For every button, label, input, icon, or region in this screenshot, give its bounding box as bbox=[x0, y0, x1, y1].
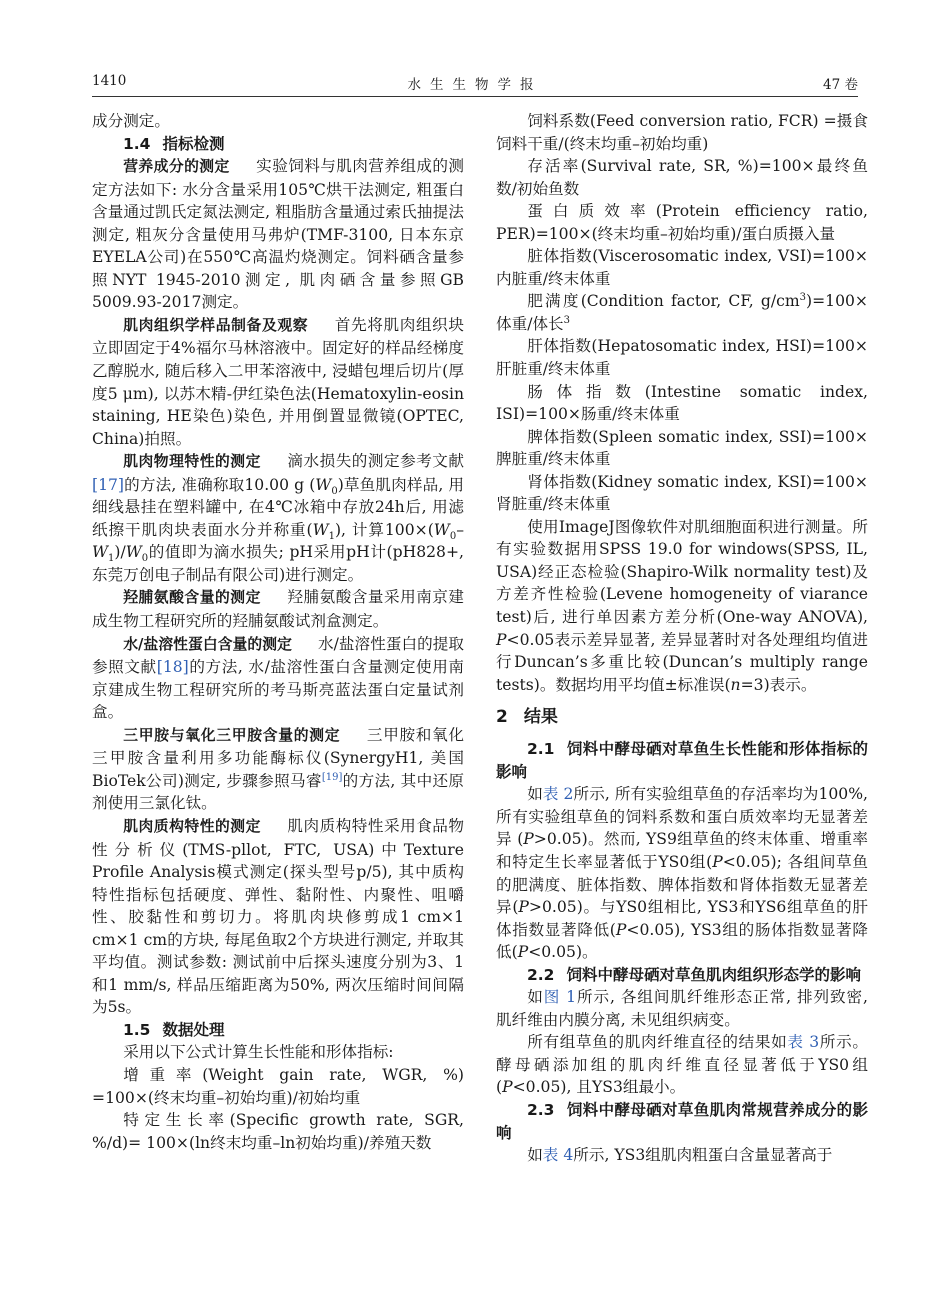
variable: W bbox=[312, 520, 329, 539]
section-title: 结果 bbox=[523, 707, 558, 728]
paragraph-results-fiber bbox=[496, 1031, 868, 1099]
formula-hsi: 肝体指数(Hepatosomatic index, HSI)=100×肝脏重/终末体重 bbox=[496, 337, 868, 379]
journal-title: 水生生物学报 bbox=[407, 77, 543, 93]
text: 的方法, 准确称取10.00 g ( bbox=[124, 475, 316, 494]
paragraph-hydroxyproline bbox=[92, 586, 464, 632]
text: )=100×体重/体长 bbox=[496, 292, 868, 333]
text: <0.05); 各组间草鱼的肥满度、脏体指数、脾体指数和肾体指数无显著差异( bbox=[496, 852, 868, 917]
subscript: 1 bbox=[328, 530, 335, 542]
superscript: 3 bbox=[563, 314, 571, 326]
text: 三甲胺和氧化三甲胺含量利用多功能酶标仪(SynergyH1, 美国BioTek公司)测定, 步骤参照马睿 bbox=[92, 725, 464, 790]
right-column bbox=[496, 110, 868, 1167]
superscript: 3 bbox=[799, 292, 807, 304]
section-heading-1-5 bbox=[92, 1019, 464, 1042]
subscript: 0 bbox=[449, 530, 457, 542]
text: 所示, YS3组肌肉粗蛋白含量显著高于 bbox=[573, 1146, 833, 1165]
left-column bbox=[92, 110, 464, 1154]
section-title: 数据处理 bbox=[162, 1020, 225, 1039]
text: – bbox=[456, 520, 464, 539]
paragraph-results-growth bbox=[496, 783, 868, 963]
text: 滴水损失的测定参考文献 bbox=[286, 452, 464, 471]
paragraph-tma bbox=[92, 724, 464, 815]
text: <0.05表示差异显著, 差异显著时对各处理组均值进行Duncan’s多重比较(Duncan’s multiply range tests)。数据均用平均值±标准误( bbox=[496, 630, 868, 694]
text: >0.05)。然而, YS9组草鱼的终末体重、增重率和特定生长率显著低于YS0组( bbox=[496, 830, 868, 871]
table-link[interactable]: 表 4 bbox=[542, 1146, 574, 1165]
run-in-heading: 营养成分的测定 bbox=[123, 158, 230, 176]
variable: P bbox=[523, 830, 534, 849]
section-number: 2 bbox=[496, 707, 508, 728]
formula-sr: 存活率(Survival rate, SR, %)=100×最终鱼数/初始鱼数 bbox=[496, 157, 868, 198]
text: <0.05), 且YS3组最小。 bbox=[512, 1078, 686, 1097]
formula-per: 蛋白质效率(Protein efficiency ratio, PER)=100×(终末均重–初始均重)/蛋白质摄入量 bbox=[496, 202, 868, 243]
text: 的方法, 水/盐溶性蛋白含量测定使用南京建成生物工程研究所的考马斯亮蓝法蛋白定量试剂盒。 bbox=[92, 658, 464, 722]
section-heading-1-4 bbox=[92, 133, 464, 156]
paragraph-text: 羟脯氨酸含量采用南京建成生物工程研究所的羟脯氨酸试剂盒测定。 bbox=[92, 588, 464, 631]
section-heading-2-1 bbox=[496, 738, 868, 783]
formula-cf bbox=[496, 290, 868, 335]
text: =3)表示。 bbox=[740, 675, 817, 694]
variable: W bbox=[125, 543, 142, 562]
text: 如 bbox=[527, 988, 544, 1007]
variable: W bbox=[315, 475, 332, 494]
formula-ssi: 脾体指数(Spleen somatic index, SSI)=100×脾脏重/终末体重 bbox=[496, 427, 868, 469]
run-in-heading: 三甲胺与氧化三甲胺含量的测定 bbox=[123, 726, 341, 744]
run-in-heading: 水/盐溶性蛋白含量的测定 bbox=[123, 635, 292, 653]
citation-link[interactable]: [18] bbox=[156, 658, 189, 677]
section-title: 指标检测 bbox=[162, 134, 225, 153]
section-title: 饲料中酵母硒对草鱼肌肉组织形态学的影响 bbox=[566, 965, 861, 984]
text: 如 bbox=[527, 785, 543, 804]
citation-link[interactable]: [17] bbox=[92, 475, 125, 494]
formula-ksi: 肾体指数(Kidney somatic index, KSI)=100×肾脏重/终末体重 bbox=[496, 472, 868, 514]
text: )草鱼肌肉样品, 用细线悬挂在塑料罐中, 在4℃冰箱中存放24h后, 用滤纸擦干肌肉块表面水分并称重( bbox=[92, 475, 464, 539]
text: ), 计算100×( bbox=[334, 520, 434, 539]
text: 如 bbox=[527, 1146, 543, 1165]
run-in-heading: 肌肉组织学样品制备及观察 bbox=[123, 316, 309, 334]
formula-isi: 肠体指数(Intestine somatic index, ISI)=100×肠重/终末体重 bbox=[496, 382, 868, 424]
paragraph-results-nutrition bbox=[496, 1144, 868, 1167]
section-heading-2-3 bbox=[496, 1099, 868, 1144]
variable: P bbox=[712, 852, 723, 871]
section-heading-2-2 bbox=[496, 964, 868, 987]
formula-fcr: 饲料系数(Feed conversion ratio, FCR) =摄食饲料干重/(终末均重–初始均重) bbox=[496, 112, 868, 153]
paragraph-physical bbox=[92, 450, 464, 586]
paragraph-text: 肌肉质构特性采用食品物性分析仪(TMS-pllot, FTC, USA)中Texture Profile Analysis模式测定(探头型号p/5), 其中质构特性指标包括硬度、弹性、黏附性、内聚性、咀嚼性、胶黏性和剪切力。将肌肉块修剪成1 cm×1 cm×1 cm的方块, 每尾鱼取2个方块进行测定, 并取其平均值。测试参数: 测试前中后探头速度分别为3、1和1 mm/s, 样品压缩距离为50%, 两次压缩时间间隔为5s。 bbox=[92, 816, 464, 1017]
paragraph-histology bbox=[92, 314, 464, 450]
section-number: 2.1 bbox=[527, 740, 555, 759]
text: 使用ImageJ图像软件对肌细胞面积进行测量。所有实验数据用SPSS 19.0 for windows(SPSS, IL, USA)经正态检验(Shapiro-Wilk normality test)及方差齐性检验(Levene homogeneity of viarance test)后, 进行单因素方差分析(One-way ANOVA), bbox=[496, 517, 868, 627]
paragraph-texture bbox=[92, 815, 464, 1019]
formula-vsi: 脏体指数(Viscerosomatic index, VSI)=100×内脏重/终末体重 bbox=[496, 247, 868, 288]
run-in-heading: 肌肉物理特性的测定 bbox=[123, 453, 261, 471]
header-rule bbox=[92, 96, 858, 97]
section-number: 2.3 bbox=[527, 1100, 555, 1119]
variable: W bbox=[433, 520, 450, 539]
page-number: 1410 bbox=[92, 73, 127, 89]
running-header bbox=[92, 73, 858, 95]
text: 的值即为滴水损失; pH采用pH计(pH828+, 东莞万创电子制品有限公司)进行测定。 bbox=[92, 543, 464, 584]
figure-link[interactable]: 图 1 bbox=[543, 988, 577, 1007]
variable: P bbox=[496, 630, 507, 649]
variable: W bbox=[92, 543, 109, 562]
subscript: 1 bbox=[108, 553, 115, 565]
paragraph-nutrition bbox=[92, 155, 464, 314]
section-title: 饲料中酵母硒对草鱼肌肉常规营养成分的影响 bbox=[496, 1100, 868, 1142]
section-number: 1.4 bbox=[123, 134, 151, 153]
text: 水/盐溶性蛋白的提取参照文献 bbox=[92, 634, 464, 677]
formula-sgr: 特定生长率(Specific growth rate, SGR, %/d)= 100×(ln终末均重–ln初始均重)/养殖天数 bbox=[92, 1111, 464, 1152]
subscript: 0 bbox=[331, 485, 338, 497]
paragraph-protein bbox=[92, 633, 464, 724]
text: 所示。酵母硒添加组的肌肉纤维直径显著低于YS0组( bbox=[496, 1033, 868, 1097]
section-title: 饲料中酵母硒对草鱼生长性能和形体指标的影响 bbox=[496, 740, 868, 781]
text: >0.05)。与YS0组相比, YS3和YS6组草鱼的肝体指数显著降低( bbox=[496, 898, 868, 939]
text: <0.05), YS3组的肠体指数显著降低( bbox=[496, 920, 869, 962]
formula-wgr: 增重率(Weight gain rate, WGR, %) =100×(终末均重–初始均重)/初始均重 bbox=[92, 1065, 464, 1107]
text: 肥满度(Condition factor, CF, g/cm bbox=[527, 292, 800, 311]
table-link[interactable]: 表 2 bbox=[542, 785, 574, 804]
text: <0.05)。 bbox=[528, 943, 598, 962]
text: 所示, 各组间肌纤维形态正常, 排列致密, 肌纤维由内膜分离, 未见组织病变。 bbox=[496, 988, 868, 1029]
volume-number: 47 卷 bbox=[823, 77, 858, 93]
run-in-heading: 羟脯氨酸含量的测定 bbox=[123, 589, 261, 607]
text: 的方法, 其中还原剂使用三氯化钛。 bbox=[92, 771, 465, 813]
paragraph: 采用以下公式计算生长性能和形体指标: bbox=[123, 1043, 394, 1062]
paragraph-statistics bbox=[496, 516, 868, 696]
paragraph-results-histology bbox=[496, 986, 868, 1031]
paragraph: 成分测定。 bbox=[92, 112, 170, 130]
text: 所示, 所有实验组草鱼的存活率均为100%, 所有实验组草鱼的饲料系数和蛋白质效率均无显著差异 ( bbox=[496, 785, 868, 849]
table-link[interactable]: 表 3 bbox=[787, 1033, 820, 1052]
citation-link[interactable]: [19] bbox=[321, 771, 343, 783]
section-heading-2 bbox=[496, 706, 868, 728]
variable: P bbox=[518, 898, 529, 917]
variable: P bbox=[615, 920, 627, 939]
paragraph-text: 首先将肌肉组织块立即固定于4%福尔马林溶液中。固定好的样品经梯度乙醇脱水, 随后移入二甲苯溶液中, 浸蜡包埋后切片(厚度5 μm), 以苏木精-伊红染色法(Hematoxylin-eosin staining, HE染色)染色, 并用倒置显微镜(OPTEC, China)拍照。 bbox=[92, 315, 464, 448]
run-in-heading: 肌肉质构特性的测定 bbox=[123, 817, 261, 835]
variable: P bbox=[502, 1078, 513, 1097]
variable: P bbox=[517, 943, 529, 962]
paragraph-text: 实验饲料与肌肉营养组成的测定方法如下: 水分含量采用105℃烘干法测定, 粗蛋白含量通过凯氏定氮法测定, 粗脂肪含量通过索氏抽提法测定, 粗灰分含量使用马弗炉(TMF-3100, 日本东京EYELA公司)在550℃高温灼烧测定。饲料硒含量参照NYT 1945-2010测定, 肌肉硒含量参照GB 5009.93-2017测定。 bbox=[92, 157, 464, 312]
section-number: 2.2 bbox=[527, 965, 555, 984]
text: )/ bbox=[114, 543, 126, 562]
text: 所有组草鱼的肌肉纤维直径的结果如 bbox=[527, 1033, 788, 1052]
section-number: 1.5 bbox=[123, 1020, 151, 1039]
subscript: 0 bbox=[141, 553, 149, 565]
variable: n bbox=[730, 675, 741, 694]
